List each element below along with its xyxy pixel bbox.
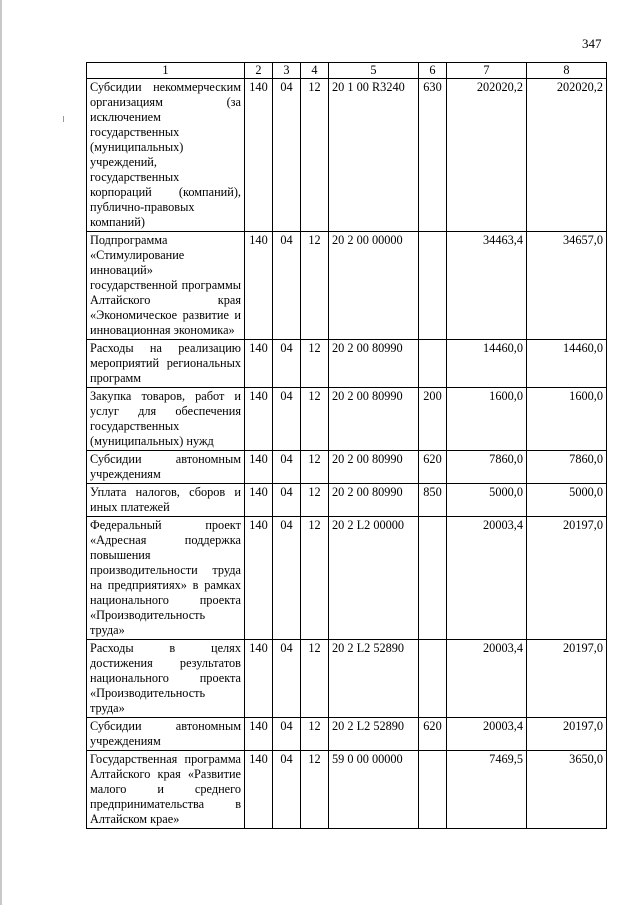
expense-type-code: 620 [419, 718, 447, 751]
target-article-code: 20 2 00 00000 [329, 232, 419, 340]
target-article-code: 20 2 00 80990 [329, 484, 419, 517]
expense-type-code [419, 232, 447, 340]
sum-year-2: 20197,0 [527, 718, 607, 751]
sum-year-2: 3650,0 [527, 751, 607, 829]
column-header: 8 [527, 63, 607, 79]
ministry-code: 140 [245, 484, 273, 517]
section-code: 04 [273, 451, 301, 484]
budget-table [86, 62, 607, 829]
target-article-code: 20 2 L2 52890 [329, 718, 419, 751]
sum-year-1: 5000,0 [447, 484, 527, 517]
expense-type-code: 620 [419, 451, 447, 484]
section-code: 04 [273, 640, 301, 718]
subsection-code: 12 [301, 640, 329, 718]
subsection-code: 12 [301, 340, 329, 388]
sum-year-1: 34463,4 [447, 232, 527, 340]
section-code: 04 [273, 517, 301, 640]
sum-year-2: 20197,0 [527, 517, 607, 640]
target-article-code: 20 2 L2 00000 [329, 517, 419, 640]
target-article-code: 20 2 00 80990 [329, 340, 419, 388]
ministry-code: 140 [245, 79, 273, 232]
subsection-code: 12 [301, 517, 329, 640]
sum-year-2: 1600,0 [527, 388, 607, 451]
expense-name: Субсидии автономным учреждениям [87, 451, 245, 484]
sum-year-1: 20003,4 [447, 640, 527, 718]
expense-name: Государственная программа Алтайского края «Развитие малого и среднего предпринимательства в Алтайском крае» [87, 751, 245, 829]
section-code: 04 [273, 232, 301, 340]
target-article-code: 20 2 00 80990 [329, 451, 419, 484]
table-row [87, 517, 607, 640]
ministry-code: 140 [245, 232, 273, 340]
scan-edge [0, 0, 2, 905]
expense-type-code [419, 640, 447, 718]
expense-name: Закупка товаров, работ и услуг для обеспечения государственных (муниципальных) нужд [87, 388, 245, 451]
ministry-code: 140 [245, 340, 273, 388]
ministry-code: 140 [245, 388, 273, 451]
expense-type-code: 200 [419, 388, 447, 451]
target-article-code: 20 2 L2 52890 [329, 640, 419, 718]
sum-year-2: 5000,0 [527, 484, 607, 517]
column-header: 2 [245, 63, 273, 79]
table-body [87, 79, 607, 829]
table-row [87, 340, 607, 388]
column-header: 4 [301, 63, 329, 79]
ministry-code: 140 [245, 451, 273, 484]
sum-year-2: 14460,0 [527, 340, 607, 388]
sum-year-1: 7469,5 [447, 751, 527, 829]
page-number: 347 [582, 36, 602, 51]
sum-year-2: 7860,0 [527, 451, 607, 484]
column-header: 5 [329, 63, 419, 79]
sum-year-2: 34657,0 [527, 232, 607, 340]
ministry-code: 140 [245, 718, 273, 751]
section-code: 04 [273, 340, 301, 388]
subsection-code: 12 [301, 79, 329, 232]
sum-year-2: 202020,2 [527, 79, 607, 232]
expense-name: Расходы в целях достижения результатов национального проекта «Производительность труда» [87, 640, 245, 718]
subsection-code: 12 [301, 232, 329, 340]
table-row [87, 232, 607, 340]
section-code: 04 [273, 718, 301, 751]
table-row [87, 640, 607, 718]
table-row [87, 388, 607, 451]
expense-name: Подпрограмма «Стимулирование инноваций» государственной программы Алтайского края «Экономическое развитие и инновационная экономика» [87, 232, 245, 340]
subsection-code: 12 [301, 451, 329, 484]
expense-type-code: 630 [419, 79, 447, 232]
expense-name: Расходы на реализацию мероприятий региональных программ [87, 340, 245, 388]
sum-year-1: 1600,0 [447, 388, 527, 451]
subsection-code: 12 [301, 718, 329, 751]
section-code: 04 [273, 388, 301, 451]
ministry-code: 140 [245, 751, 273, 829]
target-article-code: 20 1 00 R3240 [329, 79, 419, 232]
table-row [87, 451, 607, 484]
expense-type-code [419, 751, 447, 829]
expense-name: Уплата налогов, сборов и иных платежей [87, 484, 245, 517]
target-article-code: 20 2 00 80990 [329, 388, 419, 451]
expense-name: Субсидии автономным учреждениям [87, 718, 245, 751]
expense-type-code [419, 517, 447, 640]
ministry-code: 140 [245, 640, 273, 718]
subsection-code: 12 [301, 484, 329, 517]
subsection-code: 12 [301, 751, 329, 829]
sum-year-1: 14460,0 [447, 340, 527, 388]
column-header: 1 [87, 63, 245, 79]
column-header: 6 [419, 63, 447, 79]
expense-type-code: 850 [419, 484, 447, 517]
sum-year-1: 20003,4 [447, 718, 527, 751]
column-number-row [87, 63, 607, 79]
target-article-code: 59 0 00 00000 [329, 751, 419, 829]
table-row [87, 751, 607, 829]
section-code: 04 [273, 79, 301, 232]
subsection-code: 12 [301, 388, 329, 451]
sum-year-1: 202020,2 [447, 79, 527, 232]
sum-year-1: 20003,4 [447, 517, 527, 640]
section-code: 04 [273, 484, 301, 517]
sum-year-2: 20197,0 [527, 640, 607, 718]
column-header: 3 [273, 63, 301, 79]
table-row [87, 79, 607, 232]
expense-name: Субсидии некоммерческим организациям (за исключением государственных (муниципальных) учреждений, государственных корпораций (компаний), публично-правовых компаний) [87, 79, 245, 232]
expense-type-code [419, 340, 447, 388]
expense-name: Федеральный проект «Адресная поддержка повышения производительности труда на предприятиях» в рамках национального проекта «Производительность труда» [87, 517, 245, 640]
scan-mark [63, 116, 64, 122]
column-header: 7 [447, 63, 527, 79]
ministry-code: 140 [245, 517, 273, 640]
section-code: 04 [273, 751, 301, 829]
sum-year-1: 7860,0 [447, 451, 527, 484]
table-row [87, 718, 607, 751]
table-row [87, 484, 607, 517]
